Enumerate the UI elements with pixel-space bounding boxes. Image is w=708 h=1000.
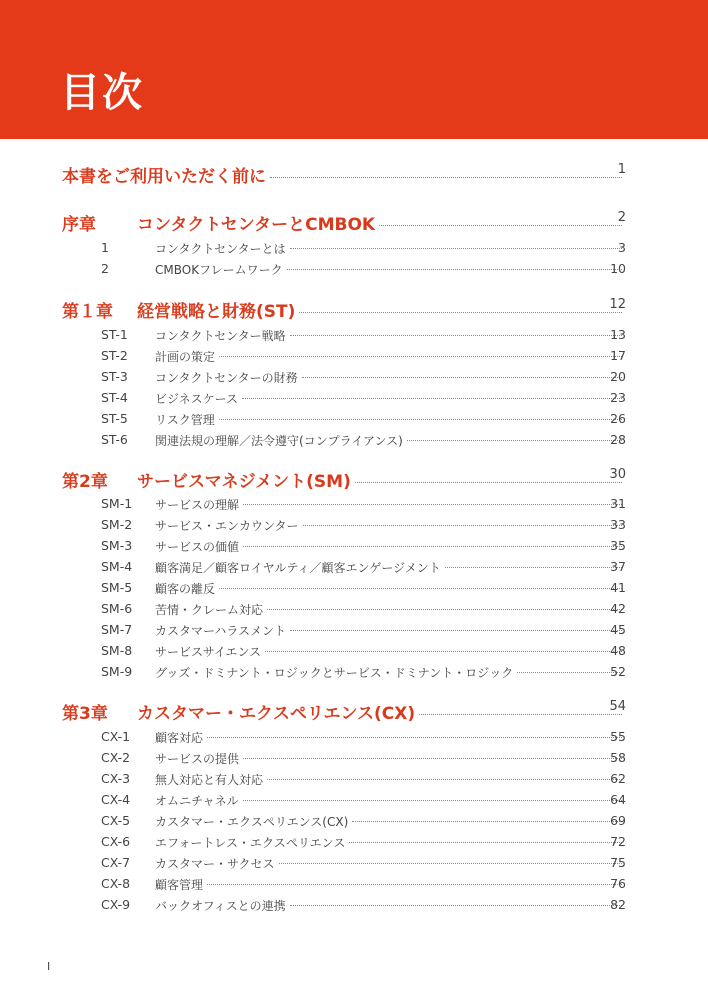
page-number: 10: [610, 261, 626, 276]
item-code: SM-4: [101, 559, 133, 574]
page-number: 1: [617, 162, 626, 177]
page-number: 31: [610, 496, 626, 511]
item-code: CX-8: [101, 876, 131, 891]
chapter-number: 第3章: [62, 704, 108, 724]
chapter-title: カスタマー・エクスペリエンス(CX): [137, 704, 416, 724]
item-code: SM-9: [101, 664, 133, 679]
item-title: 顧客の離反: [155, 582, 216, 596]
page-number: 26: [610, 411, 626, 426]
item-title: 関連法規の理解／法令遵守(コンプライアンス): [155, 434, 403, 448]
item-title: カスタマー・サクセス: [155, 857, 275, 871]
page-number: 54: [609, 699, 626, 714]
page-number: 55: [610, 729, 626, 744]
page-number: 69: [610, 813, 626, 828]
page-number: 82: [610, 897, 626, 912]
chapter-number: 序章: [62, 215, 96, 235]
item-code: ST-3: [101, 369, 128, 384]
item-title: 計画の策定: [155, 350, 216, 364]
page-folio: I: [47, 960, 51, 973]
leader-dots: [243, 758, 622, 759]
leader-dots: [267, 609, 622, 610]
leader-dots: [302, 377, 622, 378]
item-code: ST-1: [101, 327, 128, 342]
leader-dots: [219, 356, 622, 357]
page-number: 62: [610, 771, 626, 786]
leader-dots: [419, 714, 622, 715]
item-code: SM-7: [101, 622, 133, 637]
page-number: 64: [610, 792, 626, 807]
item-title: サービスの価値: [155, 540, 240, 554]
item-code: SM-1: [101, 496, 133, 511]
page-number: 30: [609, 467, 626, 482]
item-title: 顧客満足／顧客ロイヤルティ／顧客エンゲージメント: [155, 561, 441, 575]
leader-dots: [267, 779, 622, 780]
leader-dots: [207, 737, 622, 738]
item-title: エフォートレス・エクスペリエンス: [155, 836, 346, 850]
leader-dots: [219, 419, 622, 420]
page-number: 33: [610, 517, 626, 532]
page-number: 42: [610, 601, 626, 616]
page-number: 75: [610, 855, 626, 870]
item-title: コンタクトセンターの財務: [155, 371, 298, 385]
item-code: CX-7: [101, 855, 131, 870]
leader-dots: [290, 248, 622, 249]
item-title: コンタクトセンターとは: [155, 242, 286, 256]
item-code: CX-4: [101, 792, 131, 807]
leader-dots: [270, 177, 622, 178]
item-code: SM-3: [101, 538, 133, 553]
item-code: ST-6: [101, 432, 128, 447]
item-title: サービスの提供: [155, 752, 240, 766]
page-number: 20: [610, 369, 626, 384]
leader-dots: [243, 800, 622, 801]
page-number: 58: [610, 750, 626, 765]
leader-dots: [243, 504, 622, 505]
item-title: バックオフィスとの連携: [155, 899, 286, 913]
item-title: 苦情・クレーム対応: [155, 603, 264, 617]
item-code: CX-3: [101, 771, 131, 786]
item-code: 1: [101, 240, 109, 255]
page-number: 48: [610, 643, 626, 658]
item-code: CX-2: [101, 750, 131, 765]
chapter-number: 第１章: [62, 302, 113, 322]
leader-dots: [265, 651, 622, 652]
leader-dots: [349, 842, 622, 843]
page-number: 13: [610, 327, 626, 342]
leader-dots: [290, 630, 622, 631]
leader-dots: [279, 863, 622, 864]
leader-dots: [379, 225, 622, 226]
page-number: 52: [610, 664, 626, 679]
page-number: 72: [610, 834, 626, 849]
item-code: 2: [101, 261, 109, 276]
page-number: 41: [610, 580, 626, 595]
item-title: ビジネスケース: [155, 392, 239, 406]
page-number: 17: [610, 348, 626, 363]
item-title: サービスの理解: [155, 498, 240, 512]
item-code: CX-6: [101, 834, 131, 849]
item-code: CX-5: [101, 813, 131, 828]
leader-dots: [303, 525, 622, 526]
item-code: ST-5: [101, 411, 128, 426]
leader-dots: [517, 672, 622, 673]
item-code: SM-5: [101, 580, 133, 595]
item-title: CMBOKフレームワーク: [155, 263, 283, 277]
chapter-number: 第2章: [62, 472, 108, 492]
item-code: ST-2: [101, 348, 128, 363]
page-number: 23: [610, 390, 626, 405]
chapter-title: 経営戦略と財務(ST): [137, 302, 296, 322]
leader-dots: [287, 269, 622, 270]
item-title: カスタマーハラスメント: [155, 624, 287, 638]
page-number: 45: [610, 622, 626, 637]
item-code: ST-4: [101, 390, 128, 405]
item-code: SM-2: [101, 517, 133, 532]
intro-title: 本書をご利用いただく前に: [62, 167, 266, 187]
item-title: グッズ・ドミナント・ロジックとサービス・ドミナント・ロジック: [155, 666, 514, 680]
header-band: [0, 0, 708, 139]
page-number: 35: [610, 538, 626, 553]
item-code: SM-6: [101, 601, 133, 616]
page-number: 12: [609, 297, 626, 312]
item-title: コンタクトセンター戦略: [155, 329, 286, 343]
item-title: オムニチャネル: [155, 794, 239, 808]
leader-dots: [407, 440, 622, 441]
page-number: 28: [610, 432, 626, 447]
page-number: 37: [610, 559, 626, 574]
leader-dots: [290, 335, 622, 336]
item-title: 無人対応と有人対応: [155, 773, 264, 787]
item-title: サービスサイエンス: [155, 645, 262, 659]
chapter-title: コンタクトセンターとCMBOK: [137, 215, 376, 235]
leader-dots: [445, 567, 622, 568]
leader-dots: [242, 398, 622, 399]
leader-dots: [219, 588, 622, 589]
chapter-title: サービスマネジメント(SM): [137, 472, 351, 492]
page-title: 目次: [60, 70, 144, 116]
leader-dots: [290, 905, 622, 906]
item-code: CX-9: [101, 897, 131, 912]
leader-dots: [299, 312, 622, 313]
item-title: 顧客対応: [155, 731, 204, 745]
item-title: リスク管理: [155, 413, 215, 427]
item-title: サービス・エンカウンター: [155, 519, 299, 533]
item-title: カスタマー・エクスペリエンス(CX): [155, 815, 349, 829]
leader-dots: [207, 884, 622, 885]
item-code: SM-8: [101, 643, 133, 658]
leader-dots: [352, 821, 622, 822]
page-number: 76: [610, 876, 626, 891]
item-title: 顧客管理: [155, 878, 204, 892]
leader-dots: [243, 546, 622, 547]
item-code: CX-1: [101, 729, 131, 744]
page-number: 3: [618, 240, 626, 255]
page-number: 2: [617, 210, 626, 225]
leader-dots: [355, 482, 622, 483]
